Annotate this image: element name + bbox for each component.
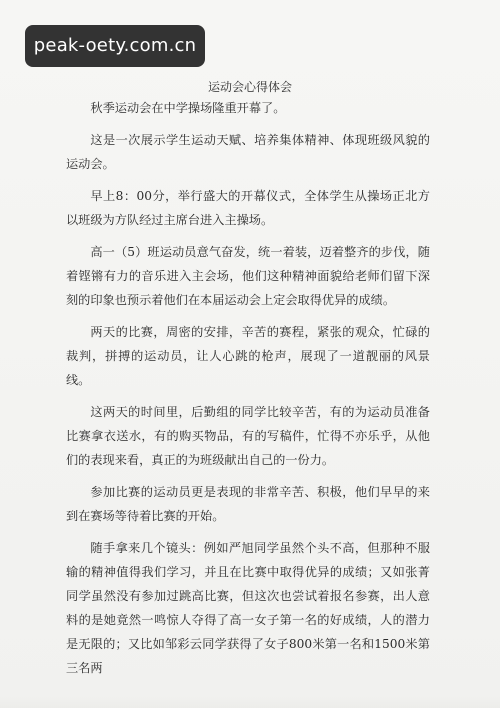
page-bottom-fade bbox=[0, 696, 500, 708]
page-title: 运动会心得体会 bbox=[207, 80, 292, 94]
paragraph-8: 随手拿来几个镜头：例如严旭同学虽然个头不高，但那种不服输的精神值得我们学习，并且在比赛中取得优异的成绩；又如张菁同学虽然没有参加过跳高比赛，但这次也尝试着报名参赛，出人意料的是她竟然一鸣惊人夺得了高一女子第一名的好成绩，人的潜力是无限的；又比如邹彩云同学获得了女子800米第一名和1500米第三名两 bbox=[66, 541, 430, 675]
paragraph-5: 两天的比赛，周密的安排，辛苦的赛程，紧张的观众，忙碌的裁判，拼搏的运动员，让人心跳的枪声，展现了一道靓丽的风景线。 bbox=[66, 325, 430, 387]
paragraph-6: 这两天的时间里，后勤组的同学比较辛苦，有的为运动员准备比赛拿衣送水，有的购买物品，有的写稿件，忙得不亦乐乎，从他们的表现来看，真正的为班级献出自己的一份力。 bbox=[66, 405, 430, 467]
paragraph-2: 这是一次展示学生运动天赋、培养集体精神、体现班级风貌的运动会。 bbox=[66, 133, 430, 171]
watermark-badge bbox=[25, 25, 205, 67]
paragraph-1: 秋季运动会在中学操场隆重开幕了。 bbox=[90, 101, 286, 115]
paragraph-3: 早上8：00分，举行盛大的开幕仪式，全体学生从操场正北方以班级为方队经过主席台进入主操场。 bbox=[66, 189, 430, 227]
paragraph-7: 参加比赛的运动员更是表现的非常辛苦、积极，他们早早的来到在赛场等待着比赛的开始。 bbox=[66, 485, 430, 523]
paragraph-4: 高一（5）班运动员意气奋发，统一着装，迈着整齐的步伐，随着铿锵有力的音乐进入主会场，他们这种精神面貌给老师们留下深刻的印象也预示着他们在本届运动会上定会取得优异的成绩。 bbox=[66, 245, 430, 307]
document-body bbox=[66, 96, 430, 688]
watermark-text: peak-oety.com.cn bbox=[33, 35, 197, 56]
